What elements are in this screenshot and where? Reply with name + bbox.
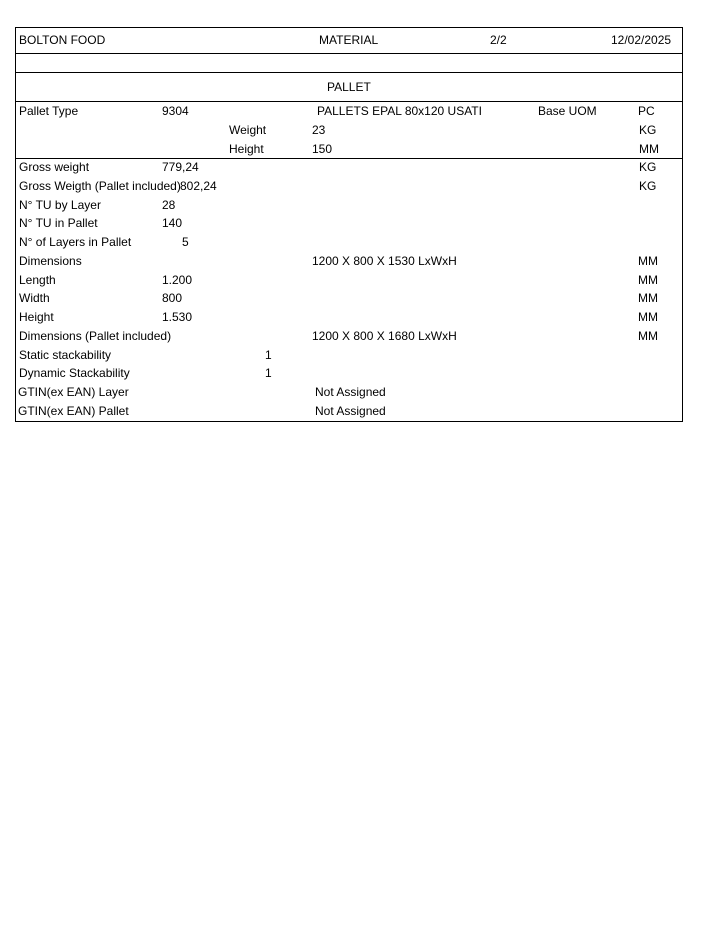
- tu-in-pallet-label: N° TU in Pallet: [19, 216, 98, 230]
- gross-weight-pallet-value: 802,24: [180, 179, 217, 193]
- spacer-box: [15, 53, 683, 73]
- pallet-divider: [15, 158, 683, 159]
- gross-weight-pallet-unit: KG: [639, 179, 657, 193]
- dynamic-stackability-value: 1: [265, 366, 272, 380]
- section-title: MATERIAL: [319, 33, 379, 47]
- gross-weight-unit: KG: [639, 160, 657, 174]
- pallet-type-label: Pallet Type: [19, 104, 79, 118]
- gtin-layer-label: GTIN(ex EAN) Layer: [18, 385, 129, 399]
- length-label: Length: [19, 273, 56, 287]
- page-number: 2/2: [490, 33, 507, 47]
- pallet-weight-value: 23: [312, 123, 326, 137]
- height-unit: MM: [638, 310, 658, 324]
- length-unit: MM: [638, 273, 658, 287]
- pallet-title: PALLET: [327, 80, 371, 94]
- base-uom-value: PC: [638, 104, 655, 118]
- tu-by-layer-label: N° TU by Layer: [19, 198, 101, 212]
- dimensions-pallet-unit: MM: [638, 329, 658, 343]
- gtin-layer-value: Not Assigned: [315, 385, 386, 399]
- tu-in-pallet-value: 140: [162, 216, 183, 230]
- pallet-height-label: Height: [229, 142, 264, 156]
- pallet-height-value: 150: [312, 142, 333, 156]
- gross-weight-value: 779,24: [162, 160, 199, 174]
- dimensions-value: 1200 X 800 X 1530 LxWxH: [312, 254, 457, 268]
- height-value: 1.530: [162, 310, 193, 324]
- pallet-weight-label: Weight: [229, 123, 267, 137]
- pallet-height-unit: MM: [639, 142, 659, 156]
- company-name: BOLTON FOOD: [19, 33, 106, 47]
- base-uom-label: Base UOM: [538, 104, 597, 118]
- dimensions-pallet-label: Dimensions (Pallet included): [19, 329, 172, 343]
- dimensions-unit: MM: [638, 254, 658, 268]
- dimensions-pallet-value: 1200 X 800 X 1680 LxWxH: [312, 329, 457, 343]
- pallet-type-code: 9304: [162, 104, 189, 118]
- layers-in-pallet-value: 5: [182, 235, 189, 249]
- height-label: Height: [19, 310, 54, 324]
- gross-weight-pallet-label: Gross Weigth (Pallet included): [19, 179, 181, 193]
- width-value: 800: [162, 291, 183, 305]
- pallet-type-name: PALLETS EPAL 80x120 USATI: [317, 104, 482, 118]
- width-unit: MM: [638, 291, 658, 305]
- static-stackability-value: 1: [265, 348, 272, 362]
- dynamic-stackability-label: Dynamic Stackability: [19, 366, 130, 380]
- pallet-weight-unit: KG: [639, 123, 657, 137]
- report-date: 12/02/2025: [611, 33, 672, 47]
- width-label: Width: [19, 291, 50, 305]
- tu-by-layer-value: 28: [162, 198, 176, 212]
- dimensions-label: Dimensions: [19, 254, 82, 268]
- gtin-pallet-label: GTIN(ex EAN) Pallet: [18, 404, 129, 418]
- layers-in-pallet-label: N° of Layers in Pallet: [19, 235, 132, 249]
- static-stackability-label: Static stackability: [19, 348, 112, 362]
- gtin-pallet-value: Not Assigned: [315, 404, 386, 418]
- gross-weight-label: Gross weight: [19, 160, 90, 174]
- length-value: 1.200: [162, 273, 193, 287]
